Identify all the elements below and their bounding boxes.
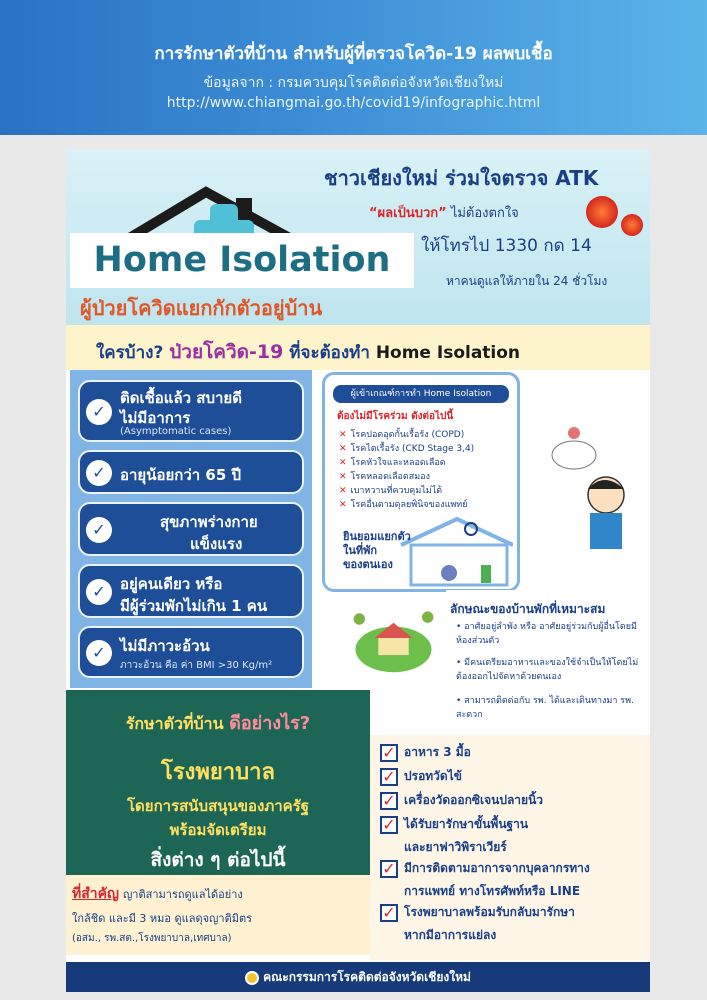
who-band [66, 325, 650, 370]
eligibility-accept: ยินยอมแยกตัว ในที่พัก ของตนเอง [343, 530, 411, 571]
header-banner [0, 0, 707, 135]
important-note [66, 875, 370, 955]
positive-rest: ไม่ต้องตกใจ [446, 206, 519, 221]
eligibility-item: ✕ โรคอื่นตามดุลยพินิจของแพทย์ [339, 500, 468, 510]
confused-man-icon [544, 380, 644, 580]
criterion-card [78, 626, 304, 678]
benefits-panel [66, 690, 370, 875]
home-isolation-subtitle: ผู้ป่วยโควิดแยกกักตัวอยู่บ้าน [80, 296, 323, 320]
campaign-headline: ชาวเชียงใหม่ ร่วมใจตรวจ ATK [324, 166, 599, 190]
criterion-text: ติดเชื้อแล้ว สบายดี [120, 389, 242, 407]
poster-top-section [66, 150, 650, 325]
service-item: ✓ มีการติดตามอาการจากบุคลากรทาง การแพทย์ ทางโทรศัพท์หรือ LINE [380, 859, 646, 901]
benefits-question: รักษาตัวที่บ้าน ดีอย่างไร? [125, 713, 311, 734]
criterion-text: สุขภาพร่างกาย [160, 513, 258, 531]
service-item: ✓ โรงพยาบาลพร้อมรับกลับมารักษา หากมีอาการแย่ลง [380, 903, 646, 945]
check-icon: ✓ [86, 640, 112, 666]
criterion-card [78, 502, 304, 556]
home-isolation-title: Home Isolation [70, 233, 414, 288]
who-covid: ป่วยโควิด-19 [169, 341, 284, 363]
who-heading [96, 337, 520, 367]
hotline-text: ให้โทรไป 1330 กด 14 [421, 236, 592, 256]
virus-icon [586, 196, 618, 228]
banner-title: การรักษาตัวที่บ้าน สำหรับผู้ที่ตรวจโควิด-19 ผลพบเชื้อ [154, 44, 553, 64]
who-mid: ที่จะต้องทำ [289, 343, 370, 363]
footer-text: คณะกรรมการโรคติดต่อจังหวัดเชียงใหม่ [263, 970, 471, 984]
service-item: ✓ อาหาร 3 มื้อ [380, 743, 646, 762]
care-24h-text: หาคนดูแลให้ภายใน 24 ชั่วโมง [446, 274, 608, 288]
eligibility-card [322, 372, 520, 592]
virus-icon [621, 214, 643, 236]
criterion-note: ภาวะอ้วน คือ ค่า BMI >30 Kg/m² [120, 660, 273, 671]
infographic-poster [66, 150, 650, 992]
criterion-text: แข็งแรง [190, 535, 243, 553]
criterion-text: ไม่มีภาวะอ้วน [120, 637, 210, 655]
banner-url[interactable]: http://www.chiangmai.go.th/covid19/infographic.html [166, 95, 541, 111]
criterion-text: ไม่มีอาการ [120, 409, 191, 427]
important-label: ที่สำคัญ [72, 886, 119, 902]
criterion-note: (Asymptomatic cases) [120, 426, 232, 437]
eligibility-item: ✕ โรคปอดอุดกั้นเรื้อรัง (COPD) [339, 430, 465, 440]
suitable-item: • มีคนเตรียมอาหารและของใช้จำเป็นให้โดยไม่ต้องออกไปจัดหาด้วยตนเอง [456, 658, 639, 682]
provincial-logo-icon [245, 971, 259, 985]
important-line3: (อสม., รพ.สต.,โรงพยาบาล,เทศบาล) [72, 933, 232, 944]
eligibility-item: ✕ เบาหวานที่ควบคุมไม่ได้ [339, 486, 443, 496]
benefits-prepare: พร้อมจัดเตรียม [169, 821, 267, 839]
check-icon: ✓ [86, 579, 112, 605]
important-line1: ญาติสามารถดูแลได้อย่าง [122, 888, 243, 901]
criterion-card [78, 564, 304, 618]
who-prefix: ใครบ้าง? [96, 343, 164, 363]
criterion-text: มีผู้ร่วมพักไม่เกิน 1 คน [120, 597, 268, 615]
criterion-text: อยู่คนเดียว หรือ [120, 575, 223, 593]
suitable-item: • อาศัยอยู่ลำพัง หรือ อาศัยอยู่ร่วมกับผู้อื่นโดยมีห้องส่วนตัว [456, 622, 637, 646]
positive-word: “ผลเป็นบวก” [369, 206, 447, 221]
positive-message [369, 202, 519, 223]
globe-house-icon [346, 598, 441, 678]
check-icon: ✓ [86, 517, 112, 543]
check-icon: ✓ [86, 460, 112, 486]
eligibility-item: ✕ โรคหัวใจและหลอดเลือด [339, 458, 446, 468]
banner-source: ข้อมูลจาก : กรมควบคุมโรคติดต่อจังหวัดเชียงใหม่ [203, 75, 504, 91]
eligibility-must: ต้องไม่มีโรคร่วม ดังต่อไปนี้ [337, 411, 454, 422]
eligibility-item: ✕ โรคไตเรื้อรัง (CKD Stage 3,4) [339, 444, 475, 454]
poster-footer [66, 962, 650, 992]
suitable-item: • สามารถติดต่อกับ รพ. ได้และเดินทางมา รพ. สะดวก [456, 696, 634, 720]
suitable-title: ลักษณะของบ้านพักที่เหมาะสม [450, 602, 606, 616]
service-item: ✓ ปรอทวัดไข้ [380, 767, 646, 786]
services-list [370, 735, 650, 960]
criterion-card [78, 380, 304, 442]
service-item: ✓ เครื่องวัดออกซิเจนปลายนิ้ว [380, 791, 646, 810]
suitable-home-section [446, 590, 650, 735]
eligibility-item: ✕ โรคหลอดเลือดสมอง [339, 472, 430, 482]
criterion-text: อายุน้อยกว่า 65 ปี [120, 466, 242, 484]
service-item: ✓ ได้รับยารักษาขั้นพื้นฐาน และยาฟาวิพิราเวียร์ [380, 815, 646, 857]
important-line2: ใกล้ชิด และมี 3 หมอ ดูแลดุจญาติมิตร [72, 912, 253, 925]
who-hi: Home Isolation [375, 343, 521, 363]
check-icon: ✓ [86, 399, 112, 425]
criterion-card [78, 450, 304, 494]
benefits-support: โดยการสนับสนุนของภาครัฐ [126, 797, 309, 815]
criteria-panel [70, 370, 312, 688]
benefits-follow: สิ่งต่าง ๆ ต่อไปนี้ [150, 849, 286, 871]
eligibility-header: ผู้เข้าเกณฑ์การทำ Home Isolation [333, 385, 509, 403]
benefits-hospital: โรงพยาบาล [161, 760, 275, 785]
